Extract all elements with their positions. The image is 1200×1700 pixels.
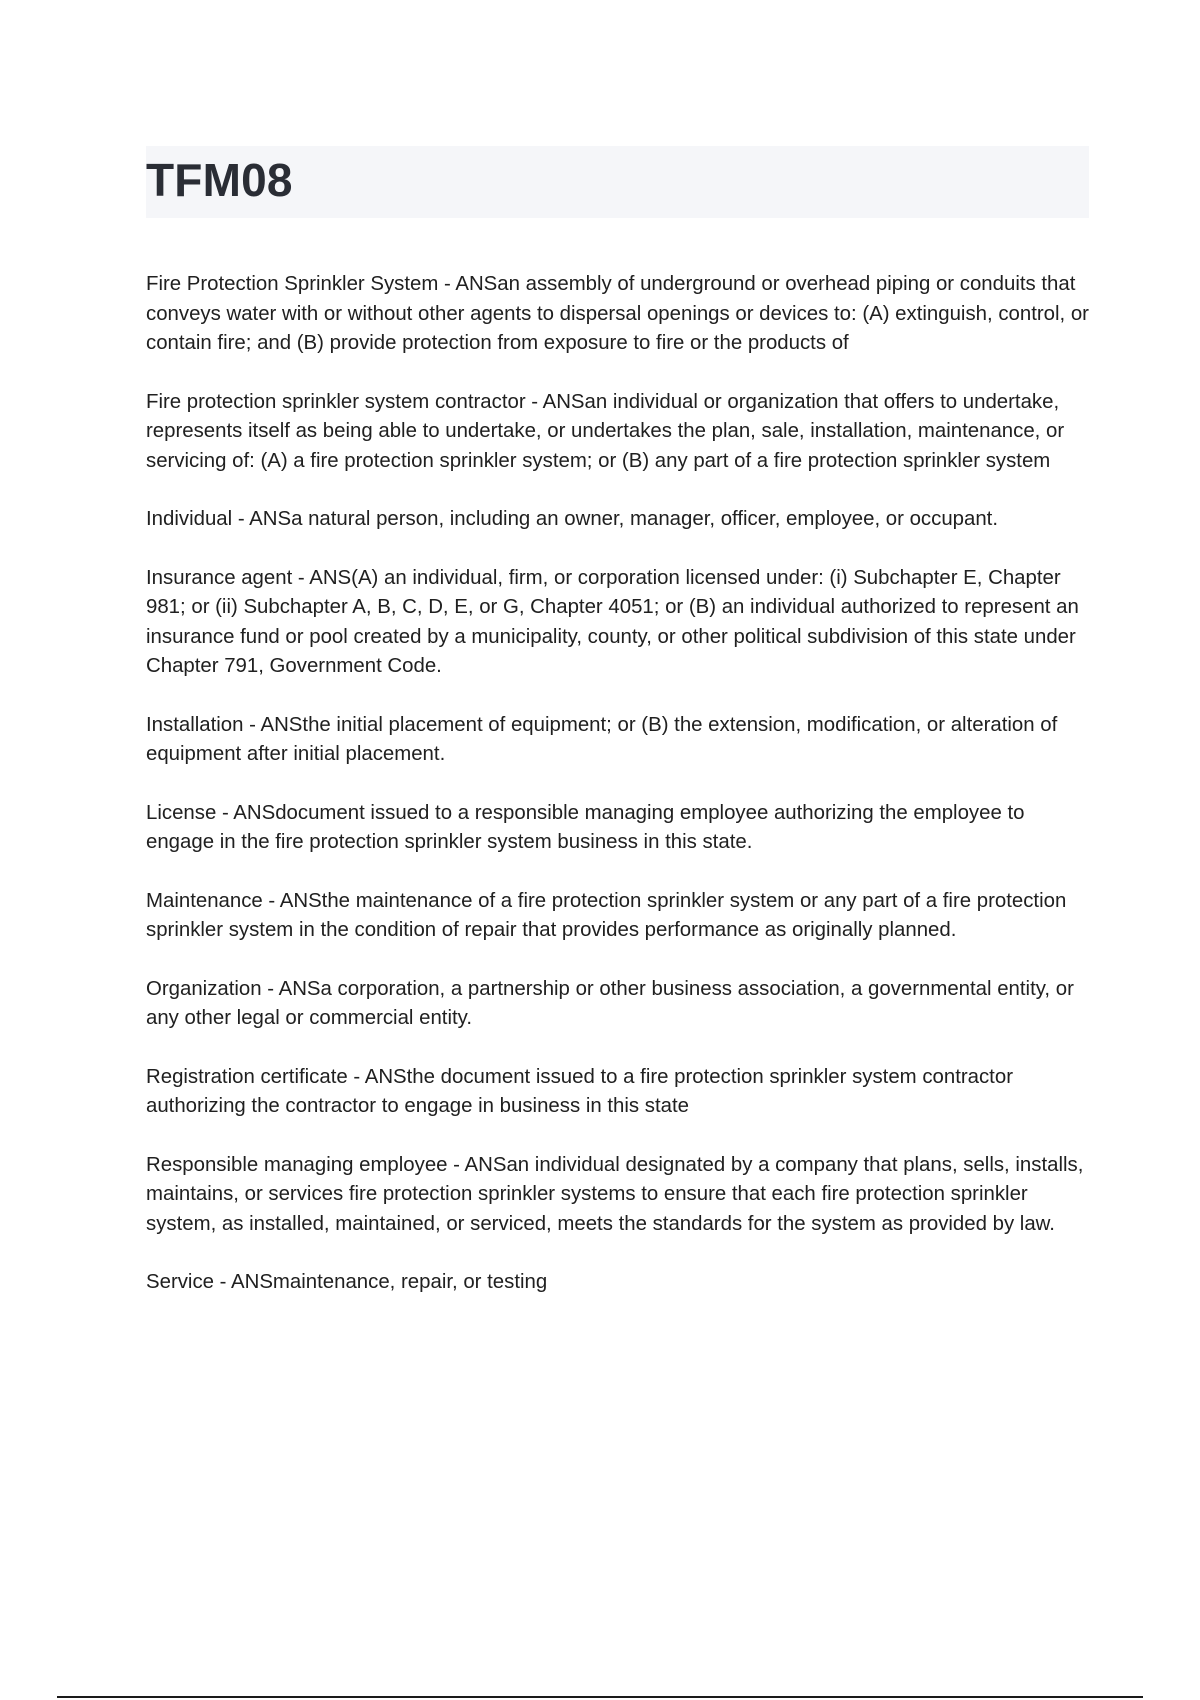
definition-entry: License - ANSdocument issued to a responsible managing employee authorizing the employee to engage in the fire protection sprinkler system business in this state. <box>146 801 1025 853</box>
definition-entry: Maintenance - ANSthe maintenance of a fire protection sprinkler system or any part of a fire protection sprinkler system in the condition of repair that provides performance as originally planned. <box>146 889 1067 941</box>
definition-entry: Fire Protection Sprinkler System - ANSan assembly of underground or overhead piping or conduits that conveys water with or without other agents to dispersal openings or devices to: (A) extinguish, control, or contain fire; and (B) provide protection from exposure to fire or the products of <box>146 273 1089 354</box>
definition-entry: Responsible managing employee - ANSan individual designated by a company that plans, sells, installs, maintains, or services fire protection sprinkler systems to ensure that each fire protection sprinkler system, as installed, maintained, or serviced, meets the standards for the system as provided by law. <box>146 1153 1084 1235</box>
definition-entry: Organization - ANSa corporation, a partnership or other business association, a governmental entity, or any other legal or commercial entity. <box>146 977 1074 1029</box>
definition-entry: Insurance agent - ANS(A) an individual, firm, or corporation licensed under: (i) Subchapter E, Chapter 981; or (ii) Subchapter A, B, C, D, E, or G, Chapter 4051; or (B) an individual authorized to represent an insurance fund or pool created by a municipality, county, or other political subdivision of this state under Chapter 791, Government Code. <box>146 566 1079 677</box>
definition-entry: Installation - ANSthe initial placement of equipment; or (B) the extension, modification, or alteration of equipment after initial placement. <box>146 713 1058 765</box>
definition-entry: Service - ANSmaintenance, repair, or testing <box>146 1271 548 1293</box>
footer-divider <box>57 1696 1143 1698</box>
definition-list <box>146 270 1096 1327</box>
definition-entry: Registration certificate - ANSthe document issued to a fire protection sprinkler system contractor authorizing the contractor to engage in business in this state <box>146 1065 1013 1117</box>
title-banner <box>146 146 1089 218</box>
definition-entry: Fire protection sprinkler system contractor - ANSan individual or organization that offers to undertake, represents itself as being able to undertake, or undertakes the plan, sale, installation, maintenance, or servicing of: (A) a fire protection sprinkler system; or (B) any part of a fire protection sprinkler system <box>146 390 1065 472</box>
page-title: TFM08 <box>146 154 293 206</box>
definition-entry: Individual - ANSa natural person, including an owner, manager, officer, employee, or occupant. <box>146 508 999 530</box>
